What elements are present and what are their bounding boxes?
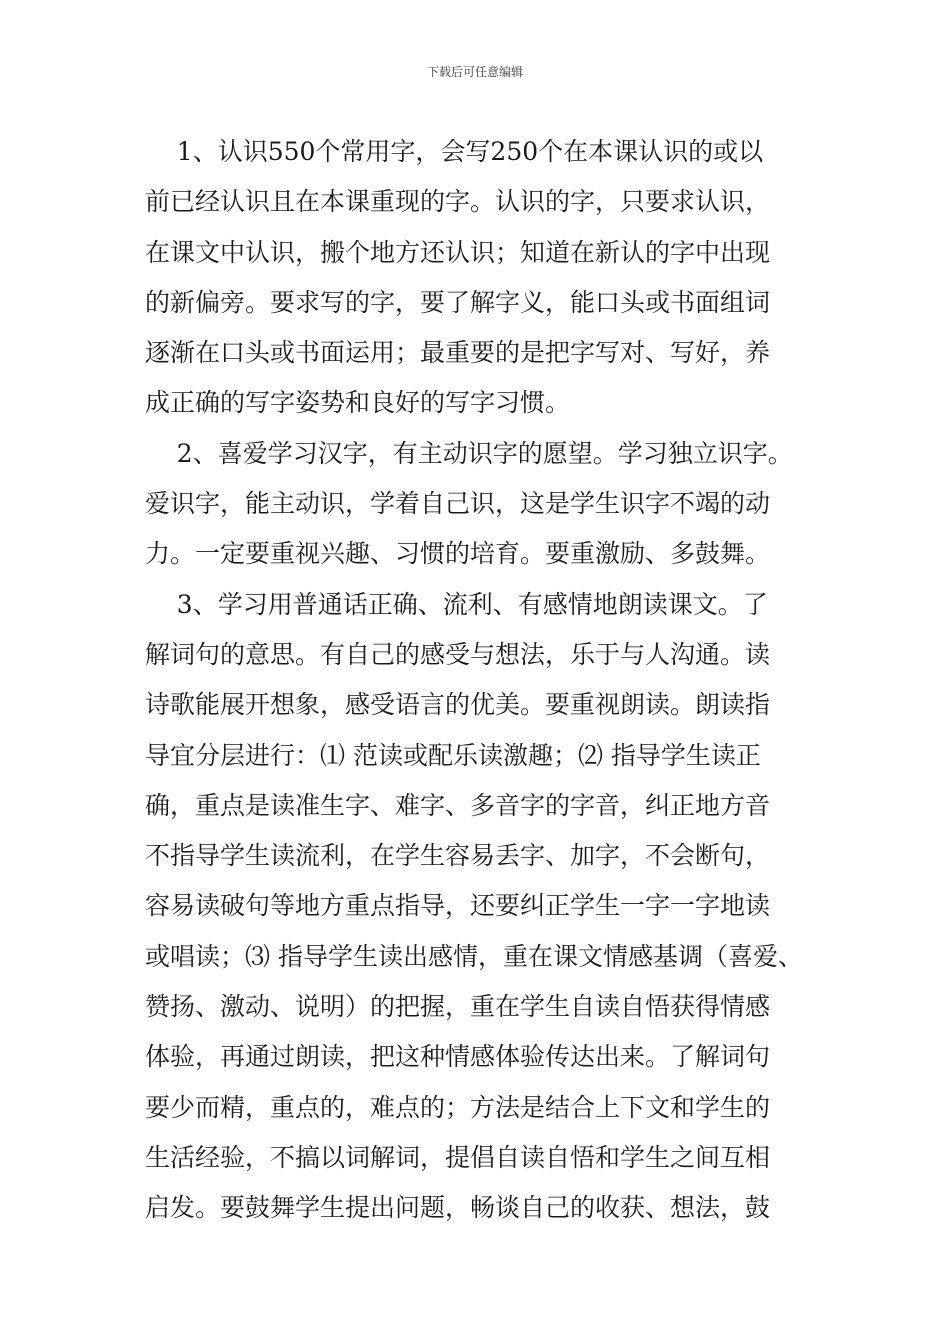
text-line: 导宜分层进行：⑴ 范读或配乐读激趣；⑵ 指导学生读正 <box>145 740 761 770</box>
text-line: 不指导学生读流利，在学生容易丢字、加字，不会断句， <box>145 841 771 871</box>
document-body <box>145 127 825 1234</box>
text-line: 或唱读；⑶ 指导学生读出感情，重在课文情感基调（喜爱、 <box>145 941 803 971</box>
text-line: 力。一定要重视兴趣、习惯的培育。要重激励、多鼓舞。 <box>145 539 771 569</box>
text-line: 在课文中认识，搬个地方还认识；知道在新认的字中出现 <box>145 237 771 267</box>
text-line: 赞扬、激动、说明）的把握，重在学生自读自悟获得情感 <box>145 992 771 1022</box>
text-line: 启发。要鼓舞学生提出问题，畅谈自己的收获、想法，鼓 <box>145 1193 771 1223</box>
text-line: 3、学习用普通话正确、流利、有感情地朗读课文。了 <box>145 589 768 619</box>
text-line: 解词句的意思。有自己的感受与想法，乐于与人沟通。读 <box>145 639 771 669</box>
text-line: 要少而精，重点的，难点的；方法是结合上下文和学生的 <box>145 1092 771 1122</box>
page-header: 下载后可任意编辑 <box>426 65 523 79</box>
text-line: 确，重点是读准生字、难字、多音字的字音，纠正地方音 <box>145 790 771 820</box>
text-line: 2、喜爱学习汉字，有主动识字的愿望。学习独立识字。 <box>145 438 793 468</box>
text-line: 体验，再通过朗读，把这种情感体验传达出来。了解词句 <box>145 1042 771 1072</box>
text-line: 生活经验，不搞以词解词，提倡自读自悟和学生之间互相 <box>145 1142 771 1172</box>
text-line: 成正确的写字姿势和良好的写字习惯。 <box>145 388 571 418</box>
text-line: 1、认识550个常用字，会写250个在本课认识的或以 <box>145 137 764 166</box>
text-line: 诗歌能展开想象，感受语言的优美。要重视朗读。朗读指 <box>145 690 771 720</box>
text-line: 爱识字，能主动识，学着自己识，这是学生识字不竭的动 <box>145 489 771 519</box>
text-line: 容易读破句等地方重点指导，还要纠正学生一字一字地读 <box>145 891 771 921</box>
text-line: 的新偏旁。要求写的字，要了解字义，能口头或书面组词 <box>145 287 771 317</box>
paragraph-1 <box>145 127 825 429</box>
paragraph-2 <box>145 429 825 580</box>
paragraph-3 <box>145 580 825 1234</box>
text-line: 前已经认识且在本课重现的字。认识的字，只要求认识， <box>145 187 771 217</box>
text-line: 逐渐在口头或书面运用；最重要的是把字写对、写好，养 <box>145 338 771 368</box>
